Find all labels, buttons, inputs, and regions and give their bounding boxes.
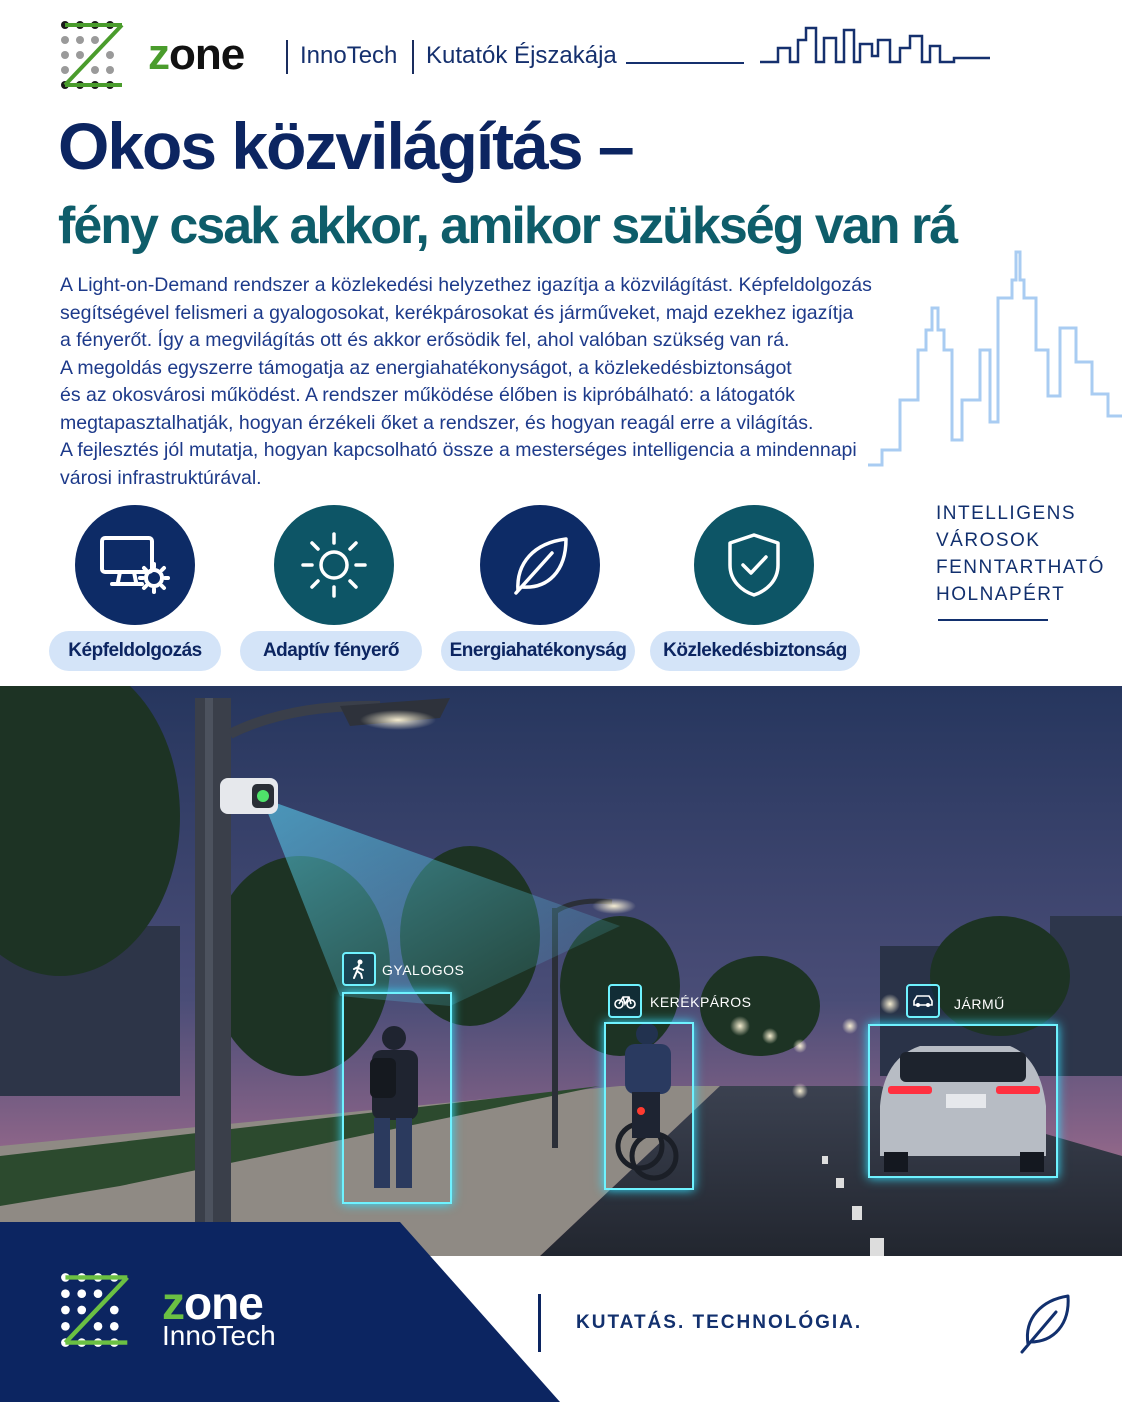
vehicle-detection-box [868, 1024, 1058, 1178]
walking-person-icon [342, 952, 376, 986]
feature-icon-adaptiv [274, 505, 394, 625]
description-line: segítségével felismeri a gyalogosokat, kerékpárosokat és járműveket, majd ezekhez igazítja [60, 301, 854, 324]
car-icon [906, 984, 940, 1018]
tagline [936, 500, 1105, 608]
feature-label: Adaptív fényerő [240, 631, 422, 671]
street-scene-image [0, 686, 1122, 1256]
skyline-icon [760, 22, 990, 70]
brand-name: zone [148, 30, 245, 79]
description-line: és az okosvárosi működést. A rendszer működése élőben is kipróbálható: a látogatók [60, 384, 795, 406]
description-line: A megoldás egyszerre támogatja az energiahatékonyságot, a közlekedésbiztonságot [60, 356, 792, 379]
monitor-gear-icon [98, 534, 172, 596]
feature-icon-biztonsag [694, 505, 814, 625]
tagline-line: FENNTARTHATÓ [936, 557, 1105, 578]
header-org: InnoTech [300, 42, 398, 69]
zone-logo-icon [60, 1272, 136, 1348]
tagline-line: HOLNAPÉRT [936, 584, 1066, 605]
sun-icon [298, 529, 370, 601]
pedestrian-label: GYALOGOS [382, 962, 465, 978]
pedestrian-detection-box [342, 992, 452, 1204]
footer-org: InnoTech [162, 1320, 276, 1351]
cyclist-detection-box [604, 1022, 694, 1190]
footer-slogan: KUTATÁS. TECHNOLÓGIA. [576, 1312, 863, 1333]
leaf-icon [1018, 1292, 1074, 1356]
feature-label: Közlekedésbiztonság [650, 631, 860, 671]
description-line: a fényerőt. Így a megvilágítás ott és akkor erősödik fel, ahol valóban szükség van rá. [60, 329, 790, 351]
header-rule [626, 62, 744, 64]
city-skyline-illustration [868, 250, 1122, 470]
footer-brand-name: zone [162, 1277, 263, 1329]
description-line: városi infrastruktúrával. [60, 466, 262, 489]
description-line: A fejlesztés jól mutatja, hogyan kapcsolható össze a mesterséges intelligencia a mindennapi [60, 439, 857, 461]
feature-label: Képfeldolgozás [49, 631, 221, 671]
bicycle-icon [608, 984, 642, 1018]
header-divider [412, 40, 414, 74]
feature-icon-energia [480, 505, 600, 625]
feature-icon-kepfeldolgozas [75, 505, 195, 625]
zone-logo-icon [60, 20, 130, 90]
description-line: A Light-on-Demand rendszer a közlekedési helyzethez igazítja a közvilágítást. Képfeldolgozás [60, 274, 872, 296]
description [60, 272, 890, 492]
description-line: megtapasztalhatják, hogyan érzékeli őket a rendszer, és hogyan reagál erre a világítás. [60, 411, 814, 434]
header-divider [286, 40, 288, 74]
tagline-line: VÁROSOK [936, 530, 1041, 551]
tagline-rule [938, 619, 1048, 621]
leaf-icon [508, 533, 572, 597]
vehicle-label: JÁRMŰ [954, 996, 1005, 1012]
header-event: Kutatók Éjszakája [426, 42, 617, 69]
tagline-line: INTELLIGENS [936, 503, 1077, 524]
feature-label: Energiahatékonyság [441, 631, 635, 671]
page-title: Okos közvilágítás – [58, 109, 633, 183]
cyclist-label: KERÉKPÁROS [650, 994, 752, 1010]
footer-divider [538, 1294, 541, 1352]
shield-check-icon [724, 531, 784, 599]
page-subtitle: fény csak akkor, amikor szükség van rá [58, 197, 957, 255]
